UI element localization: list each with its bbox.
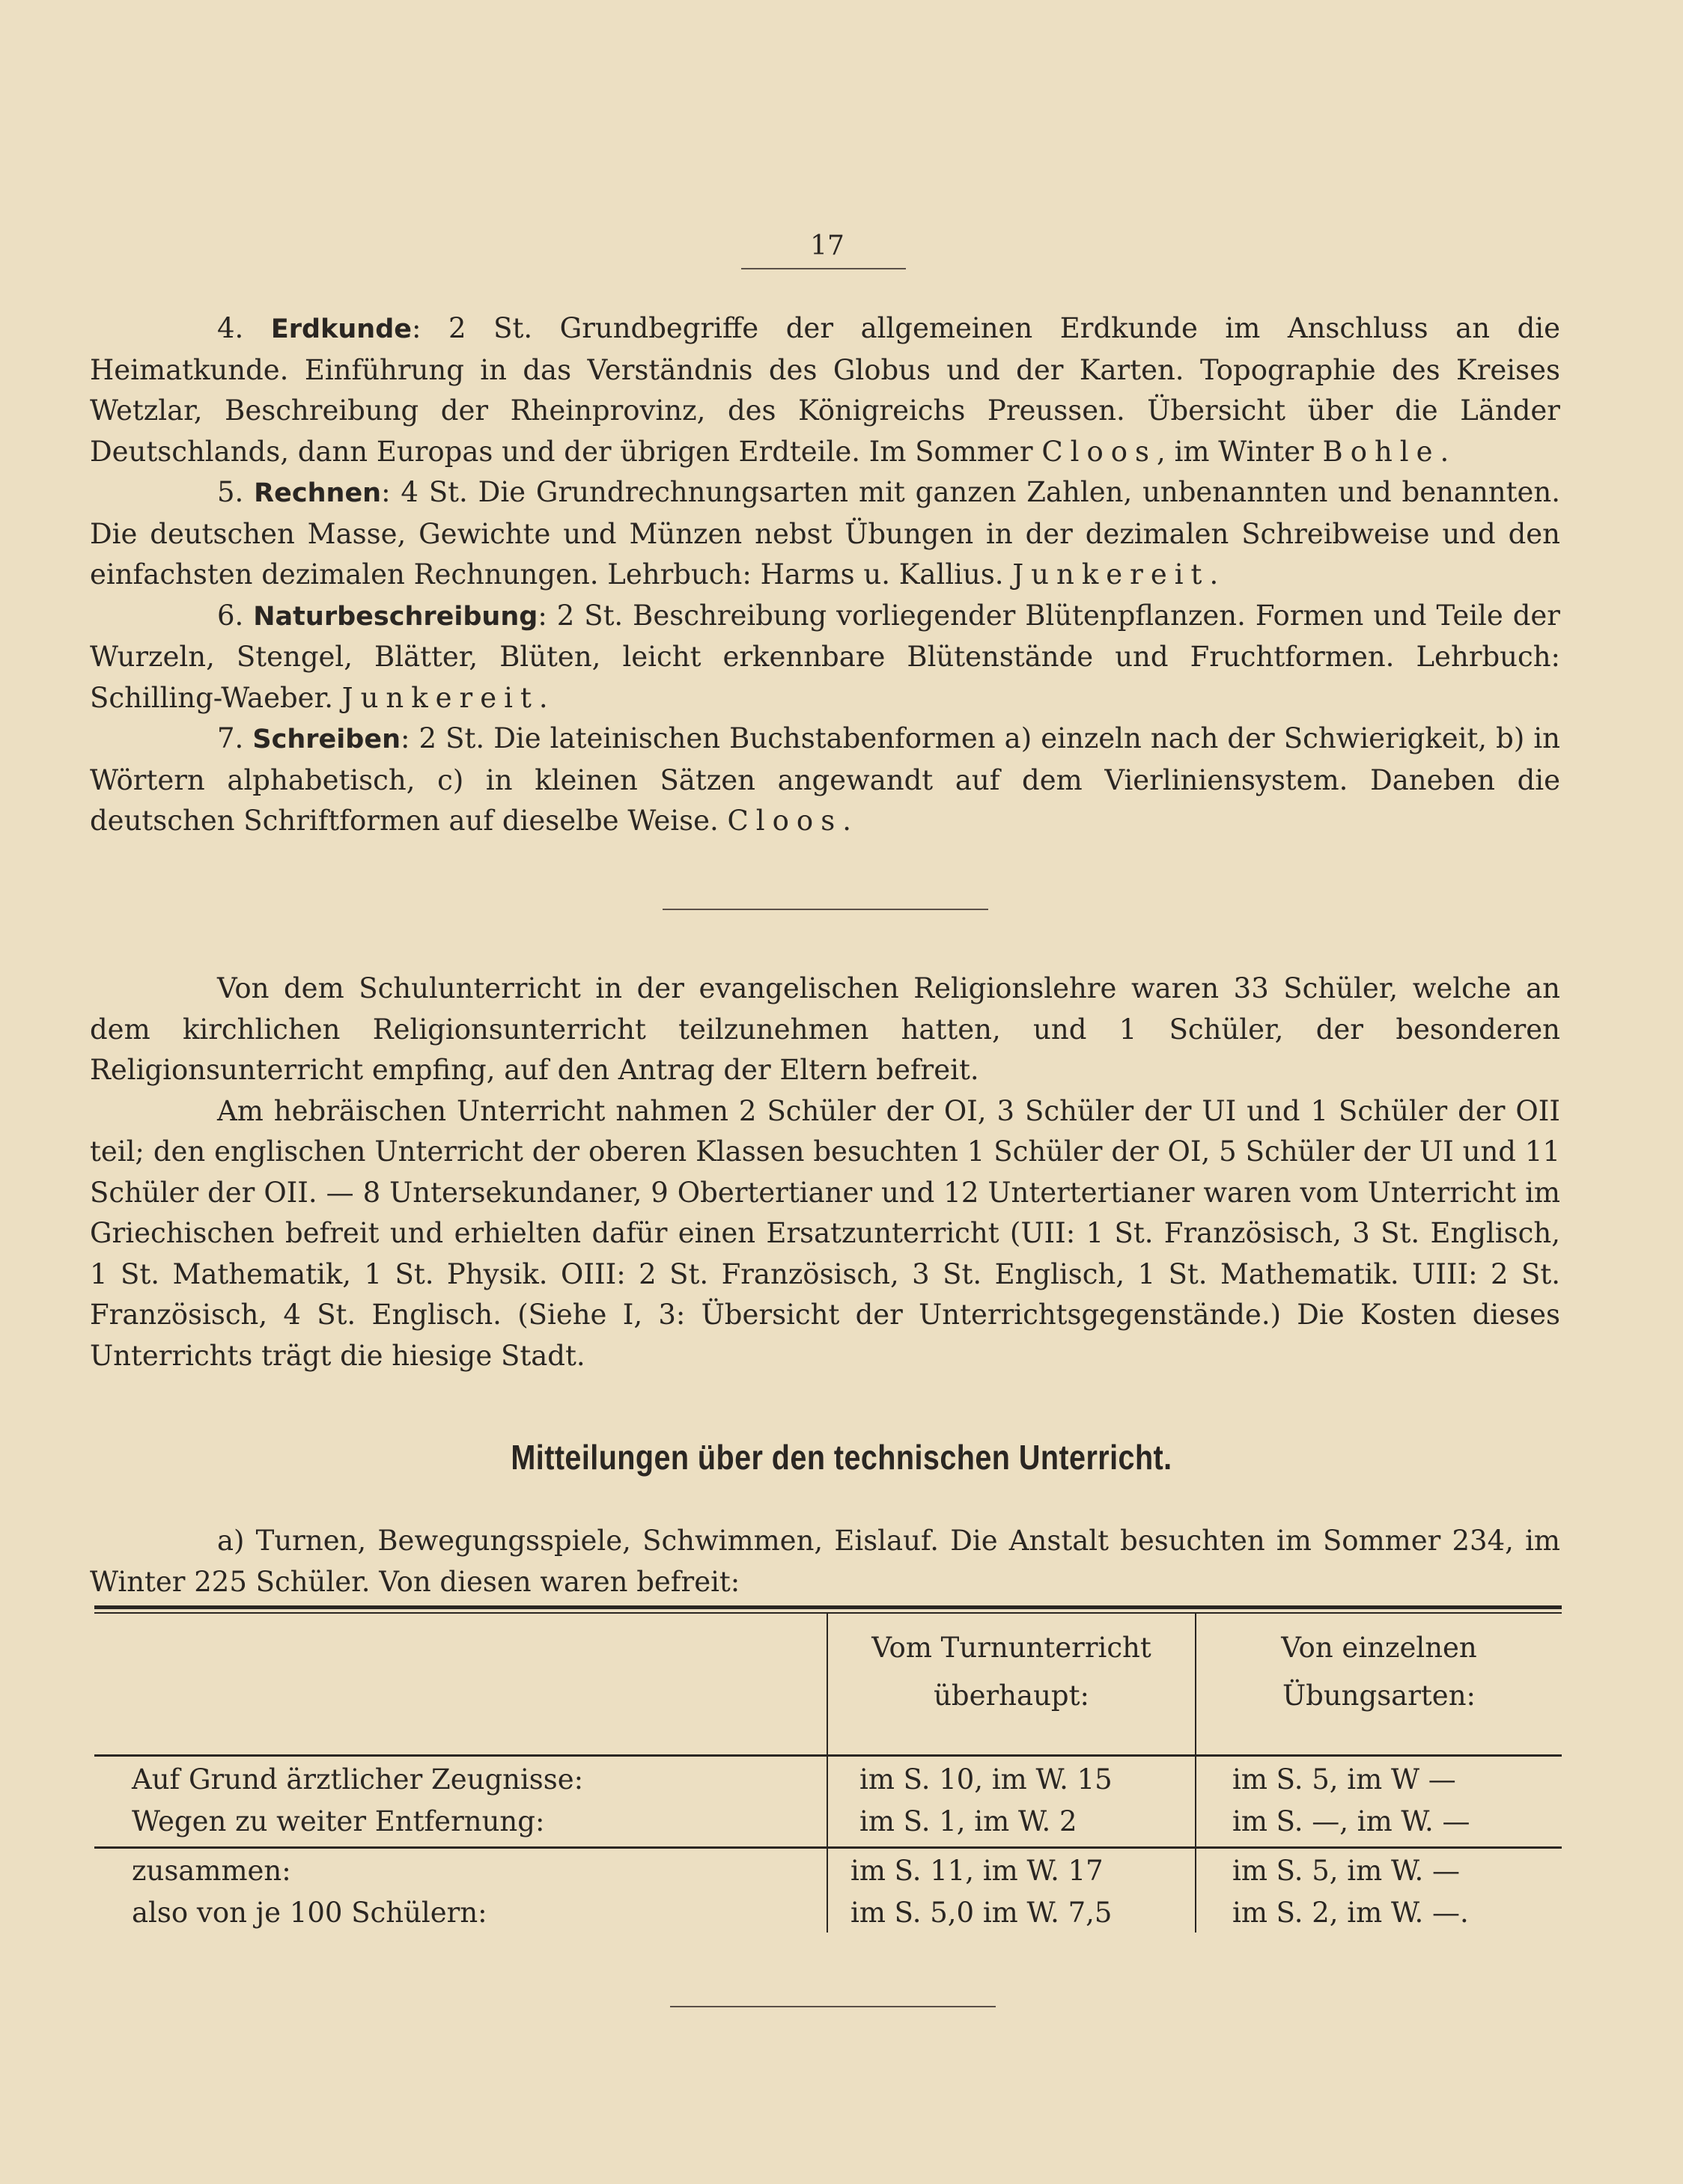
row-single: im S. 5, im W. — <box>1232 1855 1461 1887</box>
subject-title: Erdkunde <box>270 314 412 344</box>
turnen-text <box>90 1521 1560 1602</box>
teacher-name: Cloos <box>1041 435 1157 468</box>
table-top-rule-thin <box>94 1612 1562 1614</box>
item-number: 7. <box>217 722 244 754</box>
header-single-line1: Von einzelnen <box>1281 1632 1477 1664</box>
header-total-line2: überhaupt: <box>934 1680 1089 1712</box>
teacher-name: Junkereit <box>341 681 539 714</box>
item-number: 5. <box>217 476 244 508</box>
exemptions-text <box>90 969 1560 1376</box>
item-text: , im Winter <box>1157 435 1323 468</box>
section-heading: Mitteilungen über den technischen Unterricht. <box>511 1438 1172 1477</box>
header-rule <box>94 1754 1562 1757</box>
hebrew-paragraph: Am hebräischen Unterricht nahmen 2 Schüler der OI, 3 Schüler der UI und 1 Schüler der OII teil; den englischen Unterricht der oberen Klassen besuchten 1 Schüler der OI, 5 Schüler der UI und 11 Schüler der OII. — 8 Untersekundaner, 9 Obertertianer und 12 Untertertianer waren vom Unterricht im Griechischen befreit und erhielten dafür einen Ersatzunterricht (UII: 1 St. Französisch, 3 St. Englisch, 1 St. Mathematik, 1 St. Physik. OIII: 2 St. Französisch, 3 St. Englisch, 1 St. Mathematik. UIII: 2 St. Französisch, 4 St. Englisch. (Siehe I, 3: Übersicht der Unterrichtsgegenstände.) Die Kosten dieses Unterrichts trägt die hiesige Stadt. <box>90 1094 1560 1372</box>
item-number: 4. <box>217 312 244 344</box>
row-label: Wegen zu weiter Entfernung: <box>132 1805 545 1837</box>
header-single-line2: Übungsarten: <box>1282 1680 1476 1712</box>
row-label: also von je 100 Schülern: <box>132 1897 487 1929</box>
item-text: : 2 St. Beschreibung vorliegender Blütenpflanzen. Formen und Teile der Wurzeln, Stengel, Blätter, Blüten, leicht erkennbare Blütenstände und Fruchtformen. Lehrbuch: Schilling-Waeber. <box>90 599 1560 714</box>
row-total: im S. 1, im W. 2 <box>859 1805 1077 1837</box>
subject-list <box>90 308 1560 842</box>
teacher-name: Cloos <box>727 805 843 837</box>
teacher-name: Bohle <box>1322 435 1440 468</box>
column-separator <box>1195 1757 1196 1846</box>
row-total: im S. 5,0 im W. 7,5 <box>850 1897 1113 1929</box>
subject-item-schreiben <box>90 719 1560 842</box>
end-divider <box>670 2006 996 2007</box>
page-number: 17 <box>810 231 844 261</box>
religion-paragraph: Von dem Schulunterricht in der evangelischen Religionslehre waren 33 Schüler, welche an dem kirchlichen Religionsunterricht teilzunehmen hatten, und 1 Schüler, der besonderen Religionsunterricht empfing, auf den Antrag der Eltern befreit. <box>90 972 1560 1086</box>
row-label: Auf Grund ärztlicher Zeugnisse: <box>132 1763 584 1796</box>
column-separator <box>1195 1849 1196 1933</box>
row-single: im S. 5, im W — <box>1232 1763 1456 1796</box>
item-text: . <box>1209 558 1219 591</box>
row-total: im S. 11, im W. 17 <box>850 1855 1104 1887</box>
item-number: 6. <box>217 599 244 632</box>
sum-rule <box>94 1846 1562 1849</box>
row-single: im S. —, im W. — <box>1232 1805 1470 1837</box>
header-total-line1: Vom Turnunterricht <box>871 1632 1151 1664</box>
teacher-name: Junkereit <box>1012 558 1210 591</box>
column-separator <box>827 1757 828 1846</box>
column-separator <box>827 1849 828 1933</box>
item-text: . <box>842 805 851 837</box>
item-text: . <box>1440 435 1449 468</box>
subject-item-naturbeschreibung <box>90 596 1560 719</box>
item-text: . <box>538 681 548 714</box>
row-single: im S. 2, im W. —. <box>1232 1897 1469 1929</box>
exemption-table <box>94 1605 1562 1957</box>
row-label: zusammen: <box>132 1855 291 1887</box>
page-number-rule <box>741 268 906 269</box>
subject-title: Rechnen <box>254 478 382 508</box>
section-divider <box>663 909 988 910</box>
item-text: : 2 St. Grundbegriffe der allgemeinen Erdkunde im Anschluss an die Heimatkunde. Einführung in das Verständnis des Globus und der Karten. Topographie des Kreises Wetzlar, Beschreibung der Rheinprovinz, des Königreichs Preussen. Übersicht über die Länder Deutschlands, dann Europas und der übrigen Erdteile. Im Sommer <box>90 312 1561 468</box>
table-top-rule <box>94 1605 1562 1609</box>
row-total: im S. 10, im W. 15 <box>859 1763 1113 1796</box>
subject-item-erdkunde <box>90 308 1560 472</box>
item-text: : 2 St. Die lateinischen Buchstabenformen a) einzeln nach der Schwierigkeit, b) in Wörtern alphabetisch, c) in kleinen Sätzen angewandt auf dem Vierliniensystem. Daneben die deutschen Schriftformen auf dieselbe Weise. <box>90 722 1561 837</box>
subject-title: Naturbeschreibung <box>253 601 538 632</box>
item-text: : 4 St. Die Grundrechnungsarten mit ganzen Zahlen, unbenannten und benannten. Die deutschen Masse, Gewichte und Münzen nebst Übungen in der dezimalen Schreibweise und den einfachsten dezimalen Rechnungen. Lehrbuch: Harms u. Kallius. <box>90 476 1560 591</box>
turnen-paragraph: a) Turnen, Bewegungsspiele, Schwimmen, Eislauf. Die Anstalt besuchten im Sommer 234, im Winter 225 Schüler. Von diesen waren befreit: <box>90 1525 1560 1598</box>
subject-title: Schreiben <box>252 725 401 754</box>
subject-item-rechnen <box>90 472 1560 596</box>
